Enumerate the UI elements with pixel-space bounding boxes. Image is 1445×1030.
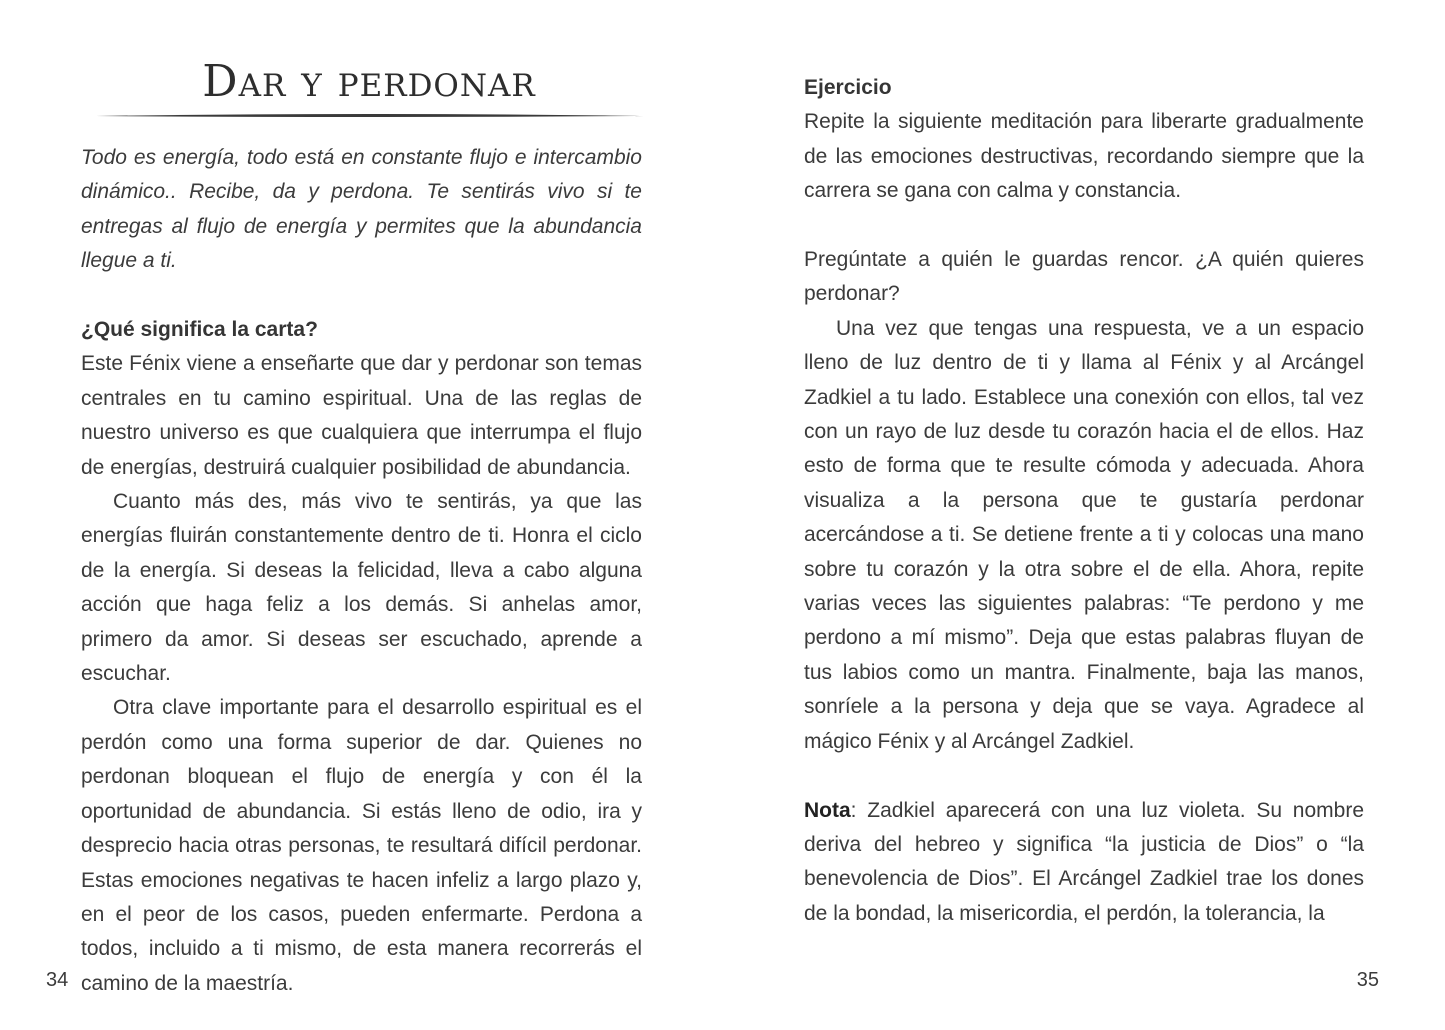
body-paragraph-1: Este Fénix viene a enseñarte que dar y perdonar son temas centrales en tu camino espiritual. Una de las reglas de nuestro universo es que cualquiera que interrumpa el flujo de energías, destruirá cualquier posibilidad de abundancia. (81, 352, 642, 479)
right-text-column (804, 71, 1364, 931)
exercise-paragraph-1: Repite la siguiente meditación para liberarte gradualmente de las emociones destructivas, recordando siempre que la carrera se gana con calma y constancia. (804, 110, 1364, 203)
exercise-paragraph-2: Pregúntate a quién le guardas rencor. ¿A quién quieres perdonar? (804, 248, 1364, 306)
title-underline (96, 113, 644, 119)
note-paragraph (804, 794, 1364, 932)
exercise-heading: Ejercicio (804, 76, 892, 99)
left-page (0, 0, 722, 1030)
intro-paragraph: Todo es energía, todo está en constante flujo e intercambio dinámico.. Recibe, da y perdona. Te sentirás vivo si te entregas al flujo de energía y permites que la abundancia llegue a ti. (81, 146, 642, 273)
note-text: : Zadkiel aparecerá con una luz violeta. Su nombre deriva del hebreo y significa “la justicia de Dios” o “la benevolencia de Dios”. El Arcángel Zadkiel trae los dones de la bondad, la misericordia, el perdón, la tolerancia, la (804, 798, 1364, 925)
chapter-title: Dar y perdonar (202, 56, 536, 107)
exercise-paragraph-3: Una vez que tengas una respuesta, ve a un espacio lleno de luz dentro de ti y llama al Fénix y al Arcángel Zadkiel a tu lado. Establece una conexión con ellos, tal vez con un rayo de luz desde tu corazón hacia el de ellos. Haz esto de forma que te resulte cómoda y adecuada. Ahora visualiza a la persona que te gustaría perdonar acercándose a ti. Se detiene frente a ti y colocas una mano sobre tu corazón y la otra sobre el de ella. Ahora, repite varias veces las siguientes palabras: “Te perdono y me perdono a mí mismo”. Deja que estas palabras fluyan de tus labios como un mantra. Finalmente, baja las manos, sonríele a la persona y deja que se vaya. Agradece al mágico Fénix y al Arcángel Zadkiel. (804, 316, 1364, 753)
right-page (722, 0, 1445, 1030)
body-paragraph-3: Otra clave importante para el desarrollo espiritual es el perdón como una forma superior de dar. Quienes no perdonan bloquean el flujo de energía y con él la oportunidad de abundancia. Si estás lleno de odio, ira y desprecio hacia otras personas, te resultará difícil perdonar. Estas emociones negativas te hacen infeliz a largo plazo y, en el peor de los casos, pueden enfermarte. Perdona a todos, incluido a ti mismo, de esta manera recorrerás el camino de la maestría. (81, 696, 642, 995)
page-number-right: 35 (1356, 969, 1379, 991)
note-label: Nota (804, 798, 851, 822)
page-number-left: 34 (46, 969, 69, 991)
left-text-column (81, 141, 642, 1001)
body-paragraph-2: Cuanto más des, más vivo te sentirás, ya que las energías fluirán constantemente dentro de ti. Honra el ciclo de la energía. Si deseas la felicidad, lleva a cabo alguna acción que haga feliz a los demás. Si anhelas amor, primero da amor. Si deseas ser escuchado, aprende a escuchar. (81, 490, 642, 686)
section-heading: ¿Qué significa la carta? (81, 318, 318, 342)
